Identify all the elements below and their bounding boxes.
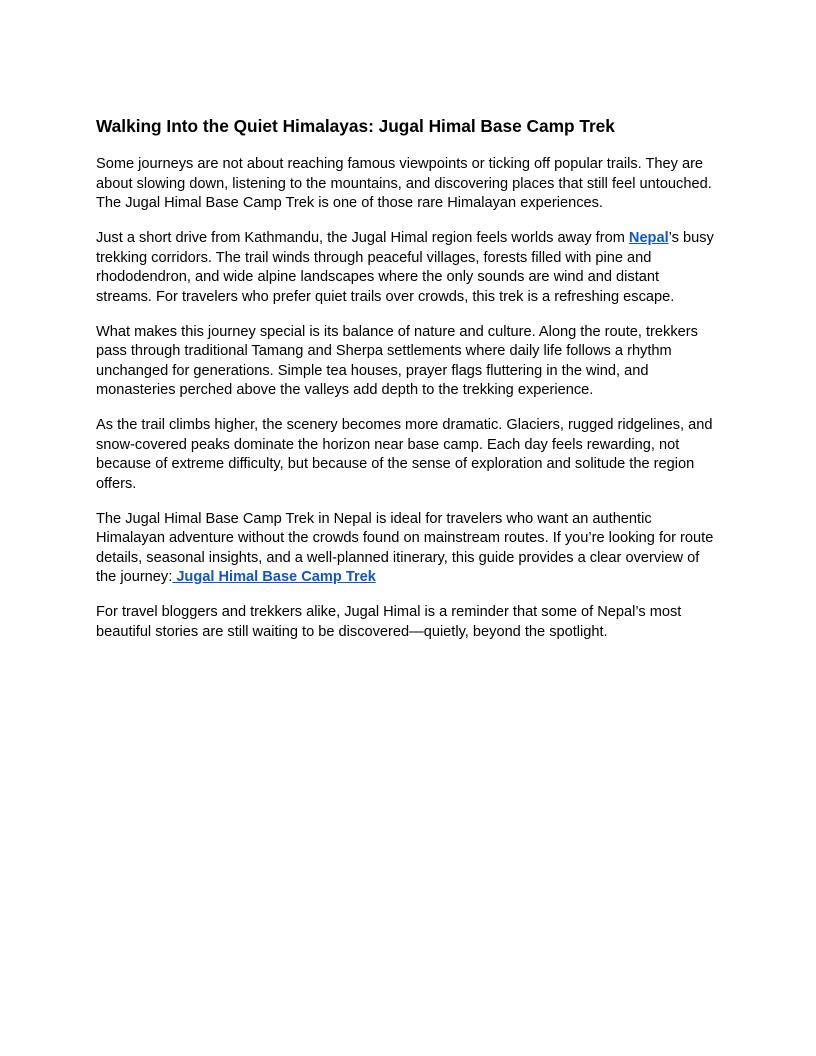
paragraph-line: [96, 229, 728, 249]
paragraph-line: The Jugal Himal Base Camp Trek in Nepal is ideal for travelers who want an authentic: [96, 510, 652, 527]
paragraph-line: details, seasonal insights, and a well-planned itinerary, this guide provides a clear overview of: [96, 549, 700, 566]
paragraph-line: snow-covered peaks dominate the horizon near base camp. Each day feels rewarding, not: [96, 436, 680, 453]
text-segment: ’s busy: [668, 230, 714, 246]
paragraph-line: As the trail climbs higher, the scenery becomes more dramatic. Glaciers, rugged ridgelines, and: [96, 417, 713, 433]
text-segment: Just a short drive from Kathmandu, the Jugal Himal region feels worlds away from: [96, 230, 629, 246]
jugal-himal-trek-link[interactable]: Jugal Himal Base Camp Trek: [172, 569, 376, 585]
text-segment: the journey:: [96, 569, 173, 585]
paragraph-line: beautiful stories are still waiting to be discovered—quietly, beyond the spotlight.: [96, 623, 608, 640]
paragraph-intro: [96, 155, 728, 214]
paragraph-line: What makes this journey special is its balance of nature and culture. Along the route, trekkers: [96, 323, 698, 340]
paragraph-closing: [96, 603, 728, 642]
document-page: [96, 114, 728, 658]
paragraph-scenery: [96, 416, 728, 494]
paragraph-line: For travel bloggers and trekkers alike, Jugal Himal is a reminder that some of Nepal’s most: [96, 604, 682, 620]
nepal-link[interactable]: Nepal: [628, 230, 669, 246]
paragraph-ideal: [96, 510, 728, 588]
paragraph-line: unchanged for generations. Simple tea houses, prayer flags fluttering in the wind, and: [96, 362, 649, 379]
paragraph-line: monasteries perched above the valleys add depth to the trekking experience.: [96, 382, 594, 398]
paragraph-line: about slowing down, listening to the mountains, and discovering places that still feel untouched.: [96, 175, 712, 192]
paragraph-line: The Jugal Himal Base Camp Trek is one of those rare Himalayan experiences.: [96, 195, 603, 211]
paragraph-line: streams. For travelers who prefer quiet trails over crowds, this trek is a refreshing escape.: [96, 288, 675, 305]
paragraph-line: Himalayan adventure without the crowds found on mainstream routes. If you’re looking for route: [96, 530, 714, 546]
paragraph-line: Some journeys are not about reaching famous viewpoints or ticking off popular trails. They are: [96, 156, 704, 172]
paragraph-kathmandu: [96, 229, 728, 307]
paragraph-line: [96, 568, 728, 588]
paragraph-line: offers.: [96, 475, 137, 492]
paragraph-culture: [96, 323, 728, 401]
document-title: Walking Into the Quiet Himalayas: Jugal Himal Base Camp Trek: [96, 116, 615, 136]
paragraph-line: because of extreme difficulty, but because of the sense of exploration and solitude the region: [96, 456, 695, 472]
paragraph-line: trekking corridors. The trail winds through peaceful villages, forests filled with pine and: [96, 249, 652, 266]
paragraph-line: pass through traditional Tamang and Sherpa settlements where daily life follows a rhythm: [96, 343, 672, 359]
paragraph-line: rhododendron, and wide alpine landscapes where the only sounds are wind and distant: [96, 269, 660, 285]
